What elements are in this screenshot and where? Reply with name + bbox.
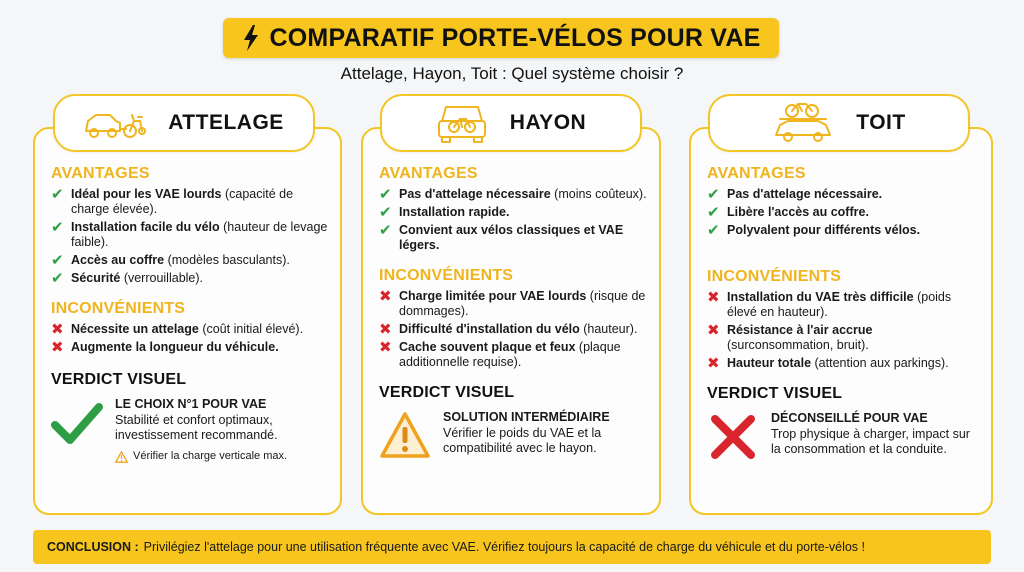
- verdict-head: LE CHOIX N°1 POUR VAE: [115, 397, 267, 411]
- verdict-desc: Vérifier le poids du VAE et la compatibilité avec le hayon.: [443, 426, 602, 455]
- big-check-icon: [51, 397, 103, 449]
- card-title: ATTELAGE: [168, 111, 284, 134]
- list-item: ✔ Pas d'attelage nécessaire.: [707, 186, 883, 203]
- advantages-title: AVANTAGES: [707, 165, 806, 182]
- lightning-icon: [242, 25, 260, 51]
- verdict-title: VERDICT VISUEL: [379, 384, 515, 401]
- check-icon: ✔: [379, 186, 392, 203]
- list-item: ✔ Libère l'accès au coffre.: [707, 204, 869, 221]
- verdict-desc: Trop physique à charger, impact sur la consommation et la conduite.: [771, 427, 970, 456]
- page-subtitle: Attelage, Hayon, Toit : Quel système choisir ?: [340, 64, 684, 83]
- small-warning-icon: [115, 451, 128, 463]
- car-rear-bike-icon: [436, 101, 488, 145]
- verdict-note: Vérifier la charge verticale max.: [115, 449, 328, 464]
- verdict-text: [115, 397, 328, 464]
- check-icon: ✔: [707, 186, 720, 203]
- warning-triangle-icon: [379, 410, 431, 462]
- card-title: HAYON: [509, 111, 587, 134]
- check-icon: ✔: [51, 252, 64, 269]
- verdict-head: DÉCONSEILLÉ POUR VAE: [771, 411, 928, 425]
- card-toit: [689, 127, 993, 515]
- advantages-title: AVANTAGES: [51, 165, 150, 182]
- cross-icon: ✖: [707, 322, 720, 339]
- card-header-toit: [708, 94, 970, 152]
- list-item: ✔ Convient aux vélos classiques et VAE légers.: [379, 222, 624, 252]
- list-item: ✖ Cache souvent plaque et feux (plaque additionnelle requise).: [379, 339, 621, 369]
- card-body: [707, 165, 979, 463]
- cross-icon: ✖: [707, 289, 720, 306]
- car-hitch-bike-icon: [84, 103, 146, 143]
- verdict-box: [707, 411, 979, 463]
- list-item: ✖ Hauteur totale (attention aux parkings).: [707, 355, 949, 372]
- check-icon: ✔: [379, 204, 392, 221]
- card-hayon: [361, 127, 661, 515]
- conclusion-text: Privilégiez l'attelage pour une utilisation fréquente avec VAE. Vérifiez toujours la capacité de charge du véhicule et du porte-vélos !: [143, 540, 865, 554]
- verdict-title: VERDICT VISUEL: [51, 371, 187, 388]
- list-item: ✔ Idéal pour les VAE lourds (capacité de charge élevée).: [51, 186, 294, 216]
- list-item: ✔ Accès au coffre (modèles basculants).: [51, 252, 290, 269]
- card-body: [51, 165, 328, 464]
- list-item: ✔ Installation facile du vélo (hauteur de levage faible).: [51, 219, 328, 249]
- list-item: ✔ Installation rapide.: [379, 204, 510, 221]
- check-icon: ✔: [51, 270, 64, 287]
- cross-icon: ✖: [707, 355, 720, 372]
- card-header-attelage: [53, 94, 315, 152]
- check-icon: ✔: [51, 219, 64, 236]
- list-item: ✖ Difficulté d'installation du vélo (hauteur).: [379, 321, 638, 338]
- list-item: ✔ Sécurité (verrouillable).: [51, 270, 204, 287]
- check-icon: ✔: [707, 204, 720, 221]
- cross-icon: ✖: [379, 288, 392, 305]
- conclusion-label: CONCLUSION :: [47, 540, 139, 554]
- verdict-head: SOLUTION INTERMÉDIAIRE: [443, 410, 610, 424]
- list-item: ✖ Résistance à l'air accrue (surconsommation, bruit).: [707, 322, 873, 352]
- verdict-box: [51, 397, 328, 464]
- page-title: COMPARATIF PORTE-VÉLOS POUR VAE: [269, 23, 761, 52]
- check-icon: ✔: [379, 222, 392, 239]
- verdict-text: [443, 410, 647, 456]
- check-icon: ✔: [51, 186, 64, 203]
- verdict-desc: Stabilité et confort optimaux, investissement recommandé.: [115, 413, 278, 442]
- list-item: ✖ Augmente la longueur du véhicule.: [51, 339, 279, 356]
- cross-icon: ✖: [379, 321, 392, 338]
- verdict-box: [379, 410, 647, 462]
- drawbacks-title: INCONVÉNIENTS: [51, 300, 186, 317]
- cross-icon: ✖: [379, 339, 392, 356]
- list-item: ✔ Pas d'attelage nécessaire (moins coûteux).: [379, 186, 647, 203]
- title-banner: [223, 18, 779, 58]
- card-header-hayon: [380, 94, 642, 152]
- drawbacks-title: INCONVÉNIENTS: [379, 267, 514, 284]
- list-item: ✔ Polyvalent pour différents vélos.: [707, 222, 921, 239]
- conclusion-bar: [33, 530, 991, 564]
- card-title: TOIT: [856, 111, 906, 134]
- card-attelage: [33, 127, 342, 515]
- list-item: ✖ Nécessite un attelage (coût initial élevé).: [51, 321, 304, 338]
- advantages-title: AVANTAGES: [379, 165, 478, 182]
- cross-icon: ✖: [51, 339, 64, 356]
- list-item: ✖ Installation du VAE très difficile (poids élevé en hauteur).: [707, 289, 952, 319]
- verdict-title: VERDICT VISUEL: [707, 385, 843, 402]
- verdict-text: [771, 411, 979, 457]
- list-item: ✖ Charge limitée pour VAE lourds (risque de dommages).: [379, 288, 646, 318]
- drawbacks-title: INCONVÉNIENTS: [707, 268, 842, 285]
- big-cross-icon: [707, 411, 759, 463]
- check-icon: ✔: [707, 222, 720, 239]
- car-roof-bike-icon: [772, 101, 834, 145]
- card-body: [379, 165, 647, 462]
- cross-icon: ✖: [51, 321, 64, 338]
